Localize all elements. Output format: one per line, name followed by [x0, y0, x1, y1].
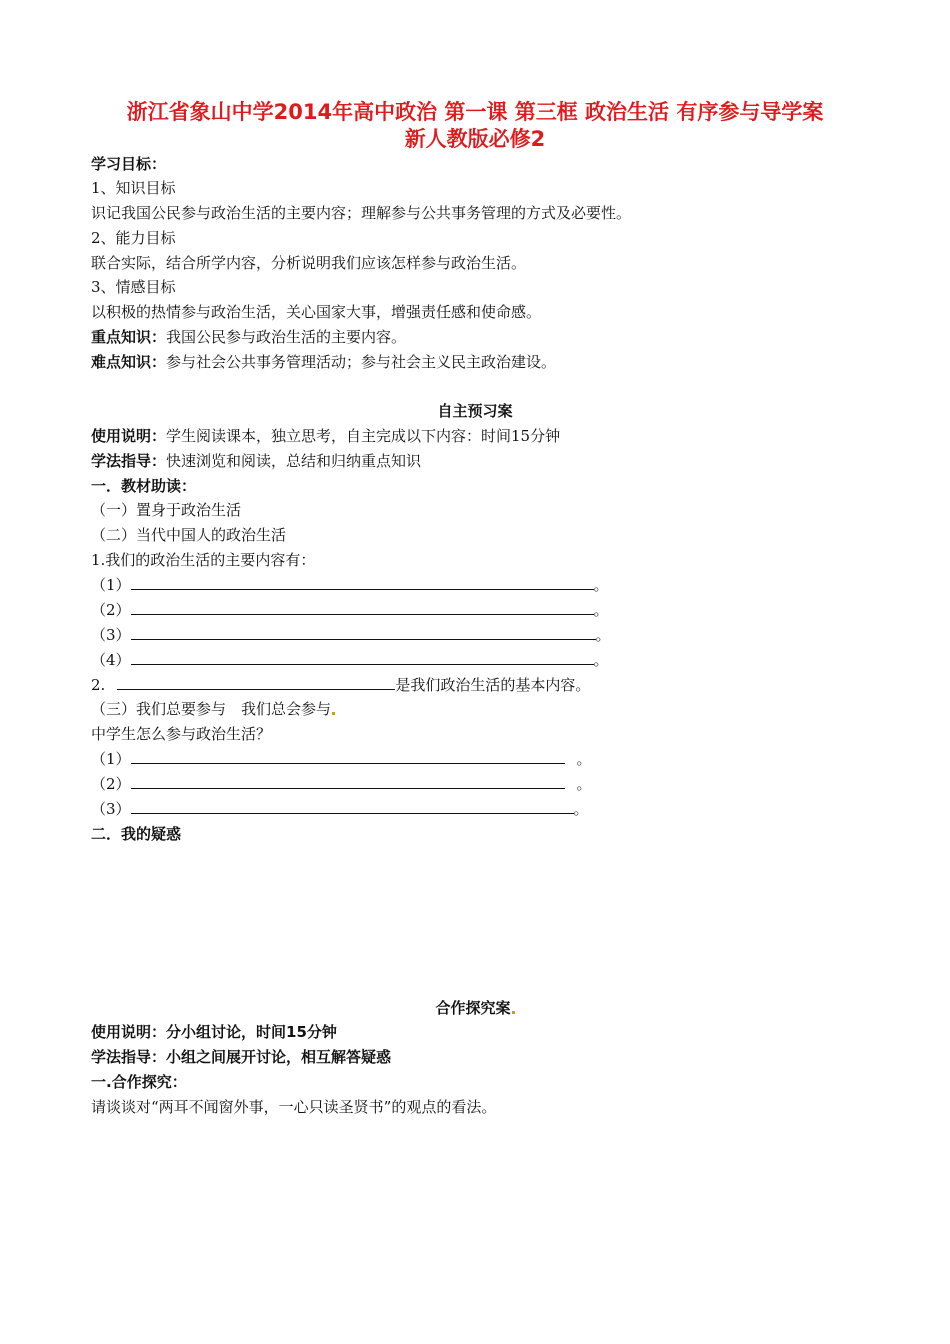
question-2-number: 2. — [91, 676, 106, 694]
participation-line-1-number: （1） — [91, 750, 131, 768]
textbook-reading-heading: 一．教材助读： — [91, 477, 197, 495]
answer-line-3-end: 。 — [595, 626, 611, 644]
answer-line-2-number: （2） — [91, 601, 131, 619]
participation-line-3-end: 。 — [573, 800, 589, 818]
answer-line-2-end: 。 — [593, 601, 609, 619]
question-1: 1.我们的政治生活的主要内容有： — [91, 551, 316, 569]
participation-line-1-end: 。 — [576, 750, 592, 768]
coop-section-heading — [0, 998, 950, 1018]
coop-method-text: 小组之间展开讨论，相互解答疑惑 — [166, 1048, 392, 1066]
emotion-goal-label: 3、情感目标 — [91, 278, 176, 296]
participation-blank-2[interactable] — [131, 774, 565, 789]
key-knowledge-text: 我国公民参与政治生活的主要内容。 — [166, 328, 407, 346]
subsection-3-text: （三）我们总要参与 我们总会参与 — [91, 700, 332, 718]
objectives-heading: 学习目标： — [91, 155, 167, 173]
question-2-tail: 是我们政治生活的基本内容。 — [395, 676, 591, 694]
participation-blank-1[interactable] — [131, 749, 565, 764]
coop-method — [91, 1047, 391, 1067]
subsection-2: （二）当代中国人的政治生活 — [91, 526, 287, 544]
coop-method-label: 学法指导： — [91, 1048, 167, 1066]
answer-line-1 — [91, 575, 609, 595]
answer-line-4-number: （4） — [91, 651, 131, 669]
preview-method-text: 快速浏览和阅读，总结和归纳重点知识 — [166, 452, 422, 470]
question-2-blank[interactable] — [117, 675, 395, 690]
my-doubts-heading: 二．我的疑惑 — [91, 825, 182, 843]
coop-inquiry-question: 请谈谈对“两耳不闻窗外事，一心只读圣贤书”的观点的看法。 — [91, 1098, 497, 1116]
coop-usage-label: 使用说明： — [91, 1023, 167, 1041]
preview-usage — [91, 426, 560, 446]
preview-method-label: 学法指导： — [91, 452, 167, 470]
subsection-3 — [91, 699, 335, 719]
document-title-line1: 浙江省象山中学2014年高中政治 第一课 第三框 政治生活 有序参与导学案 — [126, 100, 824, 124]
mark-dot — [332, 712, 335, 715]
ability-goal-text: 联合实际，结合所学内容，分析说明我们应该怎样参与政治生活。 — [91, 254, 527, 272]
answer-line-2 — [91, 600, 609, 620]
answer-line-3 — [91, 625, 611, 645]
coop-inquiry-heading: 一.合作探究： — [91, 1073, 187, 1091]
answer-blank-2[interactable] — [131, 600, 594, 615]
answer-line-1-number: （1） — [91, 576, 131, 594]
participation-line-2-number: （2） — [91, 775, 131, 793]
answer-blank-4[interactable] — [131, 650, 594, 665]
knowledge-goal-label: 1、知识目标 — [91, 179, 176, 197]
participation-line-2 — [91, 774, 592, 794]
coop-section-heading-text: 合作探究案 — [435, 999, 511, 1017]
answer-line-4-end: 。 — [593, 651, 609, 669]
ability-goal-label: 2、能力目标 — [91, 229, 176, 247]
participation-line-3-number: （3） — [91, 800, 131, 818]
preview-usage-label: 使用说明： — [91, 427, 167, 445]
knowledge-goal-text: 识记我国公民参与政治生活的主要内容；理解参与公共事务管理的方式及必要性。 — [91, 204, 632, 222]
key-knowledge — [91, 327, 406, 347]
participation-line-3 — [91, 799, 589, 819]
answer-blank-3[interactable] — [131, 625, 596, 640]
difficult-knowledge-label: 难点知识： — [91, 353, 167, 371]
question-3: 中学生怎么参与政治生活？ — [91, 725, 272, 743]
answer-blank-1[interactable] — [131, 575, 594, 590]
preview-section-heading: 自主预习案 — [437, 402, 513, 420]
participation-line-1 — [91, 749, 592, 769]
coop-usage-text: 分小组讨论，时间15分钟 — [166, 1023, 337, 1041]
preview-method — [91, 451, 421, 471]
subsection-1: （一）置身于政治生活 — [91, 501, 242, 519]
difficult-knowledge-text: 参与社会公共事务管理活动；参与社会主义民主政治建设。 — [166, 353, 557, 371]
document-title-line2: 新人教版必修2 — [404, 127, 546, 151]
coop-usage — [91, 1022, 337, 1042]
difficult-knowledge — [91, 352, 556, 372]
answer-line-4 — [91, 650, 609, 670]
emotion-goal-text: 以积极的热情参与政治生活，关心国家大事，增强责任感和使命感。 — [91, 303, 542, 321]
answer-line-1-end: 。 — [593, 576, 609, 594]
mark-dot — [512, 1011, 515, 1014]
participation-line-2-end: 。 — [576, 775, 592, 793]
participation-blank-3[interactable] — [131, 799, 574, 814]
question-2 — [91, 675, 590, 695]
preview-usage-text: 学生阅读课本，独立思考，自主完成以下内容：时间15分钟 — [166, 427, 561, 445]
key-knowledge-label: 重点知识： — [91, 328, 167, 346]
answer-line-3-number: （3） — [91, 626, 131, 644]
